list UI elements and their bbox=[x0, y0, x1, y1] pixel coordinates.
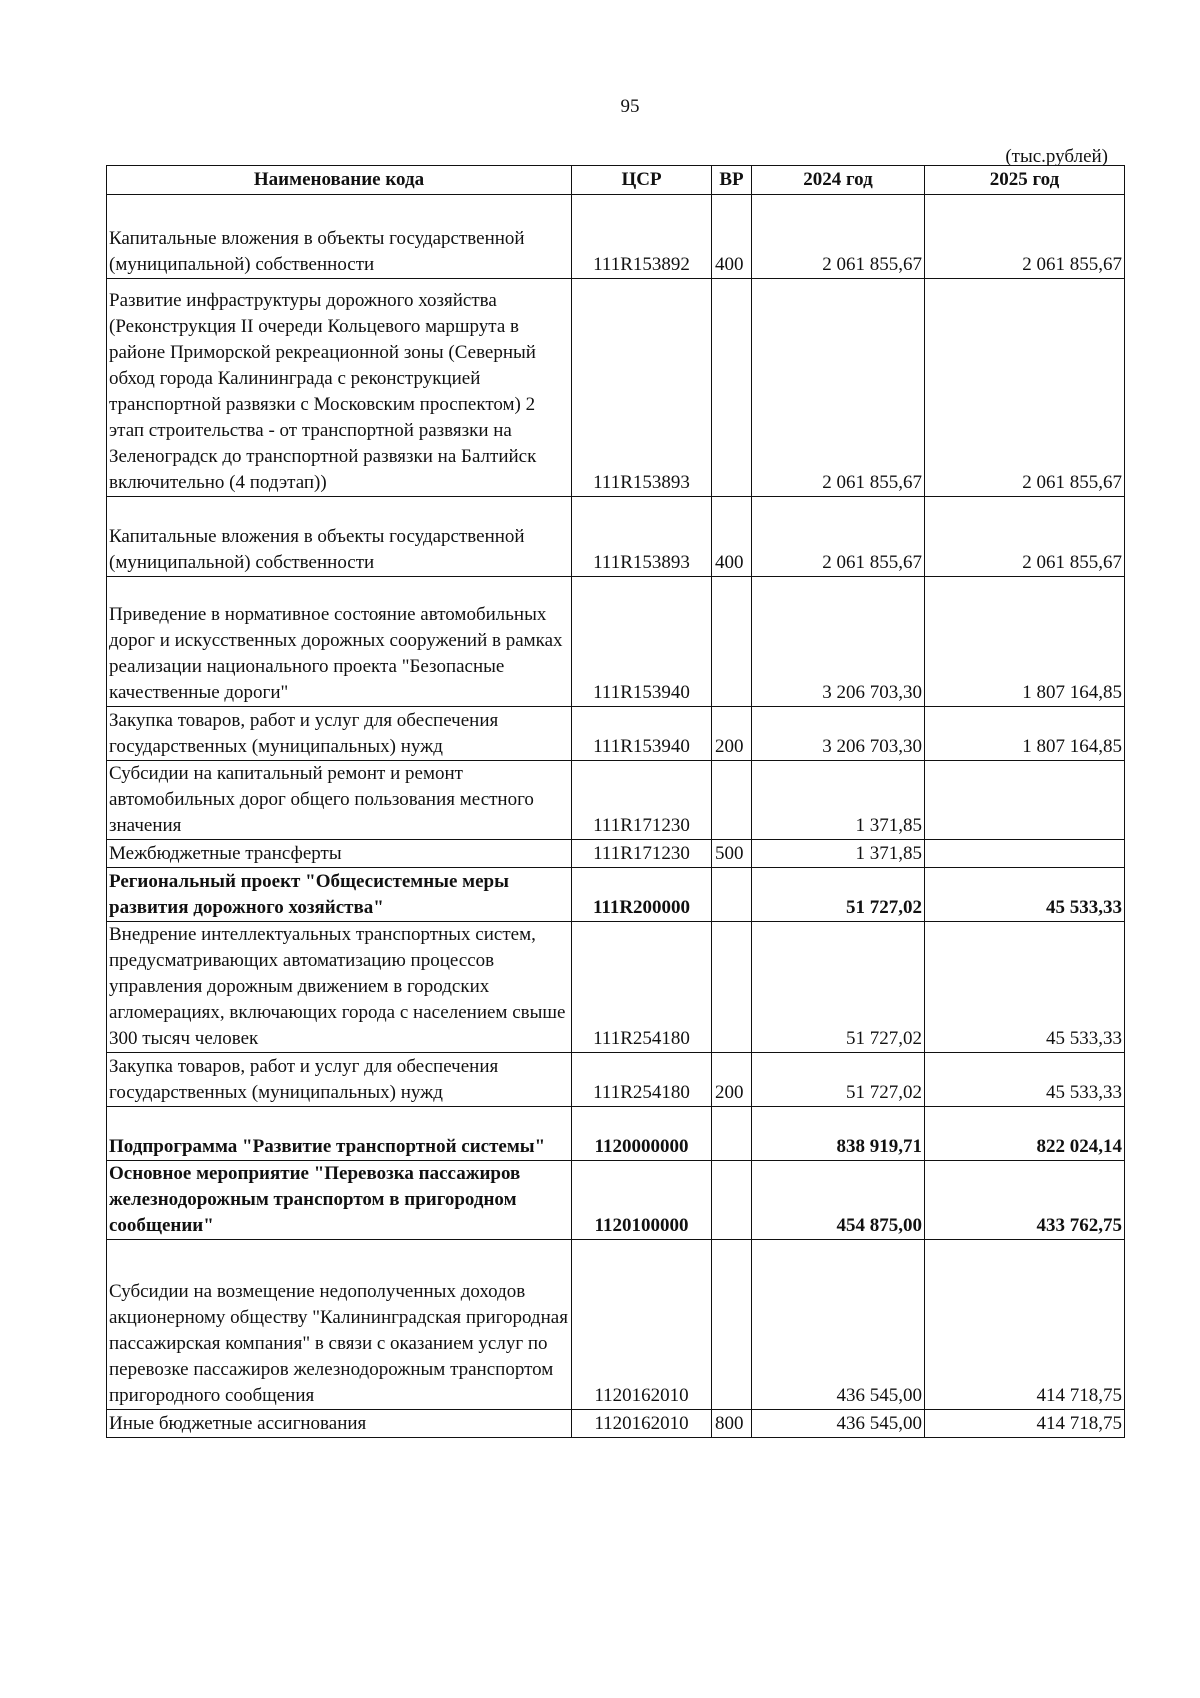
row-amount-2024: 3 206 703,30 bbox=[752, 707, 925, 761]
page-number: 95 bbox=[620, 96, 640, 117]
table-row bbox=[107, 1107, 1125, 1161]
row-name: Развитие инфраструктуры дорожного хозяйства (Реконструкция II очереди Кольцевого маршрута в районе Приморской рекреационной зоны (Северный обход города Калининграда с реконструкцией транспортной развязки с Московским проспектом) 2 этап строительства - от транспортной развязки на Зеленоградск до транспортной развязки на Балтийск включительно (4 подэтап)) bbox=[107, 279, 572, 497]
row-vr bbox=[712, 868, 752, 922]
row-name: Капитальные вложения в объекты государственной (муниципальной) собственности bbox=[107, 195, 572, 279]
row-vr: 800 bbox=[712, 1410, 752, 1438]
row-vr: 400 bbox=[712, 195, 752, 279]
units-label: (тыс.рублей) bbox=[1005, 146, 1108, 167]
row-amount-2024: 3 206 703,30 bbox=[752, 577, 925, 707]
row-amount-2025: 414 718,75 bbox=[925, 1240, 1125, 1410]
table-row bbox=[107, 1410, 1125, 1438]
table-row bbox=[107, 497, 1125, 577]
row-vr: 200 bbox=[712, 707, 752, 761]
row-amount-2025: 45 533,33 bbox=[925, 868, 1125, 922]
table-row bbox=[107, 922, 1125, 1053]
row-vr bbox=[712, 1107, 752, 1161]
row-csr: 111R153940 bbox=[572, 707, 712, 761]
table-row bbox=[107, 279, 1125, 497]
table-row bbox=[107, 1240, 1125, 1410]
row-amount-2025: 414 718,75 bbox=[925, 1410, 1125, 1438]
row-amount-2024: 1 371,85 bbox=[752, 840, 925, 868]
row-amount-2024: 2 061 855,67 bbox=[752, 279, 925, 497]
table-row bbox=[107, 195, 1125, 279]
row-amount-2025: 2 061 855,67 bbox=[925, 497, 1125, 577]
row-csr: 111R153893 bbox=[572, 279, 712, 497]
row-name: Капитальные вложения в объекты государственной (муниципальной) собственности bbox=[107, 497, 572, 577]
row-amount-2025: 2 061 855,67 bbox=[925, 279, 1125, 497]
row-name: Субсидии на возмещение недополученных доходов акционерному обществу "Калининградская пригородная пассажирская компания" в связи с оказанием услуг по перевозке пассажиров железнодорожным транспортом пригородного сообщения bbox=[107, 1240, 572, 1410]
row-csr: 1120100000 bbox=[572, 1161, 712, 1240]
row-amount-2025: 2 061 855,67 bbox=[925, 195, 1125, 279]
row-amount-2024: 838 919,71 bbox=[752, 1107, 925, 1161]
row-name: Подпрограмма "Развитие транспортной системы" bbox=[107, 1107, 572, 1161]
budget-table bbox=[106, 165, 1125, 1438]
row-csr: 111R171230 bbox=[572, 761, 712, 840]
row-amount-2024: 2 061 855,67 bbox=[752, 497, 925, 577]
row-name: Внедрение интеллектуальных транспортных систем, предусматривающих автоматизацию процессов управления дорожным движением в городских агломерациях, включающих города с населением свыше 300 тысяч человек bbox=[107, 922, 572, 1053]
row-amount-2025: 822 024,14 bbox=[925, 1107, 1125, 1161]
table-row bbox=[107, 1053, 1125, 1107]
row-name: Закупка товаров, работ и услуг для обеспечения государственных (муниципальных) нужд bbox=[107, 1053, 572, 1107]
row-amount-2025 bbox=[925, 761, 1125, 840]
row-csr: 111R153940 bbox=[572, 577, 712, 707]
row-vr bbox=[712, 1240, 752, 1410]
row-vr: 400 bbox=[712, 497, 752, 577]
row-name: Иные бюджетные ассигнования bbox=[107, 1410, 572, 1438]
row-amount-2025: 433 762,75 bbox=[925, 1161, 1125, 1240]
row-name: Приведение в нормативное состояние автомобильных дорог и искусственных дорожных сооружений в рамках реализации национального проекта "Безопасные качественные дороги" bbox=[107, 577, 572, 707]
table-row bbox=[107, 840, 1125, 868]
row-amount-2024: 454 875,00 bbox=[752, 1161, 925, 1240]
row-vr bbox=[712, 922, 752, 1053]
table-row bbox=[107, 577, 1125, 707]
header-2025: 2025 год bbox=[925, 166, 1125, 195]
row-csr: 111R171230 bbox=[572, 840, 712, 868]
row-csr: 111R153893 bbox=[572, 497, 712, 577]
table-header-row bbox=[107, 166, 1125, 195]
row-csr: 111R254180 bbox=[572, 1053, 712, 1107]
header-csr: ЦСР bbox=[572, 166, 712, 195]
row-amount-2024: 51 727,02 bbox=[752, 1053, 925, 1107]
row-csr: 111R200000 bbox=[572, 868, 712, 922]
row-amount-2024: 436 545,00 bbox=[752, 1240, 925, 1410]
row-csr: 111R153892 bbox=[572, 195, 712, 279]
row-amount-2025 bbox=[925, 840, 1125, 868]
row-amount-2025: 1 807 164,85 bbox=[925, 577, 1125, 707]
row-amount-2024: 51 727,02 bbox=[752, 922, 925, 1053]
row-vr bbox=[712, 1161, 752, 1240]
table-row bbox=[107, 707, 1125, 761]
row-amount-2024: 1 371,85 bbox=[752, 761, 925, 840]
row-amount-2025: 45 533,33 bbox=[925, 922, 1125, 1053]
row-amount-2024: 2 061 855,67 bbox=[752, 195, 925, 279]
row-csr: 111R254180 bbox=[572, 922, 712, 1053]
header-name: Наименование кода bbox=[107, 166, 572, 195]
row-vr bbox=[712, 279, 752, 497]
row-vr bbox=[712, 577, 752, 707]
row-vr: 500 bbox=[712, 840, 752, 868]
row-vr: 200 bbox=[712, 1053, 752, 1107]
row-name: Межбюджетные трансферты bbox=[107, 840, 572, 868]
row-name: Региональный проект "Общесистемные меры развития дорожного хозяйства" bbox=[107, 868, 572, 922]
row-name: Основное мероприятие "Перевозка пассажиров железнодорожным транспортом в пригородном сообщении" bbox=[107, 1161, 572, 1240]
row-csr: 1120162010 bbox=[572, 1240, 712, 1410]
row-name: Закупка товаров, работ и услуг для обеспечения государственных (муниципальных) нужд bbox=[107, 707, 572, 761]
row-csr: 1120162010 bbox=[572, 1410, 712, 1438]
row-amount-2024: 436 545,00 bbox=[752, 1410, 925, 1438]
table-row bbox=[107, 1161, 1125, 1240]
row-amount-2025: 1 807 164,85 bbox=[925, 707, 1125, 761]
table-row bbox=[107, 868, 1125, 922]
row-vr bbox=[712, 761, 752, 840]
row-amount-2025: 45 533,33 bbox=[925, 1053, 1125, 1107]
table-row bbox=[107, 761, 1125, 840]
header-vr: ВР bbox=[712, 166, 752, 195]
row-csr: 1120000000 bbox=[572, 1107, 712, 1161]
row-amount-2024: 51 727,02 bbox=[752, 868, 925, 922]
header-2024: 2024 год bbox=[752, 166, 925, 195]
row-name: Субсидии на капитальный ремонт и ремонт автомобильных дорог общего пользования местного значения bbox=[107, 761, 572, 840]
